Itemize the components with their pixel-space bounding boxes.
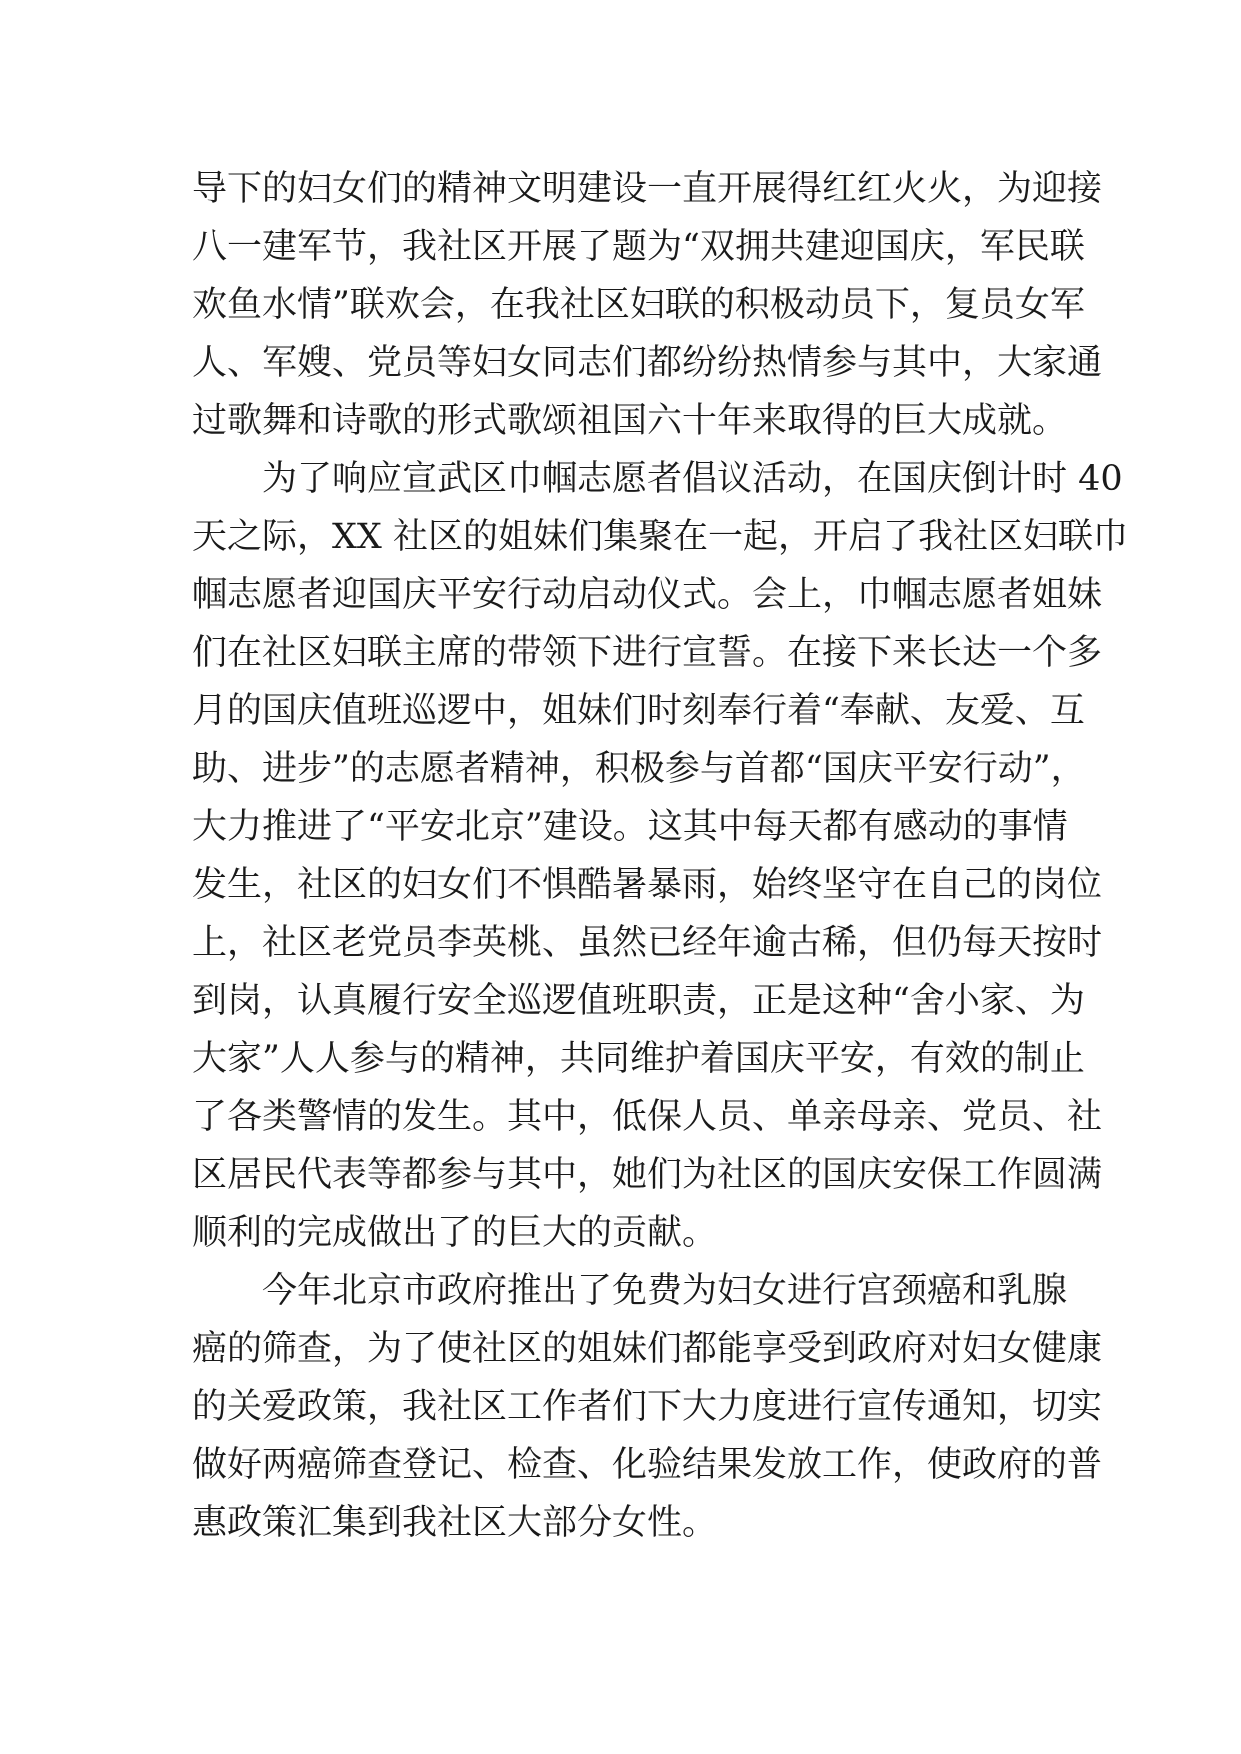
text-line: 区居民代表等都参与其中，她们为社区的国庆安保工作圆满 — [192, 1155, 1103, 1195]
text-line: 癌的筛查，为了使社区的姐妹们都能享受到政府对妇女健康 — [192, 1329, 1103, 1369]
text-line: 顺利的完成做出了的巨大的贡献。 — [192, 1213, 718, 1253]
text-line: 天之际，XX 社区的姐妹们集聚在一起，开启了我社区妇联巾 — [192, 517, 1128, 557]
text-line: 过歌舞和诗歌的形式歌颂祖国六十年来取得的巨大成就。 — [192, 401, 1068, 441]
text-line: 助、进步”的志愿者精神，积极参与首都“国庆平安行动”， — [192, 749, 1086, 789]
text-line: 月的国庆值班巡逻中，姐妹们时刻奉行着“奉献、友爱、互 — [192, 691, 1085, 731]
text-line: 做好两癌筛查登记、检查、化验结果发放工作，使政府的普 — [192, 1445, 1103, 1485]
text-line: 到岗，认真履行安全巡逻值班职责，正是这种“舍小家、为 — [192, 981, 1085, 1021]
text-line: 的关爱政策，我社区工作者们下大力度进行宣传通知，切实 — [192, 1387, 1103, 1427]
text-line: 惠政策汇集到我社区大部分女性。 — [192, 1503, 718, 1543]
text-line: 上，社区老党员李英桃、虽然已经年逾古稀，但仍每天按时 — [192, 923, 1103, 963]
paragraph-1 — [192, 160, 1103, 450]
text-line: 大家”人人参与的精神，共同维护着国庆平安，有效的制止 — [192, 1039, 1085, 1079]
text-line: 帼志愿者迎国庆平安行动启动仪式。会上，巾帼志愿者姐妹 — [192, 575, 1103, 615]
text-line: 大力推进了“平安北京”建设。这其中每天都有感动的事情 — [192, 807, 1068, 847]
text-line: 人、军嫂、党员等妇女同志们都纷纷热情参与其中，大家通 — [192, 343, 1103, 383]
text-line: 欢鱼水情”联欢会，在我社区妇联的积极动员下，复员女军 — [192, 285, 1085, 325]
text-line: 了各类警情的发生。其中，低保人员、单亲母亲、党员、社 — [192, 1097, 1103, 1137]
text-line: 为了响应宣武区巾帼志愿者倡议活动，在国庆倒计时 40 — [262, 459, 1123, 499]
text-line: 今年北京市政府推出了免费为妇女进行宫颈癌和乳腺 — [262, 1271, 1068, 1311]
text-line: 发生，社区的妇女们不惧酷暑暴雨，始终坚守在自己的岗位 — [192, 865, 1103, 905]
body-text — [192, 160, 1128, 1552]
text-line: 八一建军节，我社区开展了题为“双拥共建迎国庆，军民联 — [192, 227, 1085, 267]
paragraph-3 — [192, 1262, 1103, 1552]
text-line: 们在社区妇联主席的带领下进行宣誓。在接下来长达一个多 — [192, 633, 1103, 673]
text-line: 导下的妇女们的精神文明建设一直开展得红红火火，为迎接 — [192, 169, 1103, 209]
paragraph-2 — [192, 450, 1128, 1262]
